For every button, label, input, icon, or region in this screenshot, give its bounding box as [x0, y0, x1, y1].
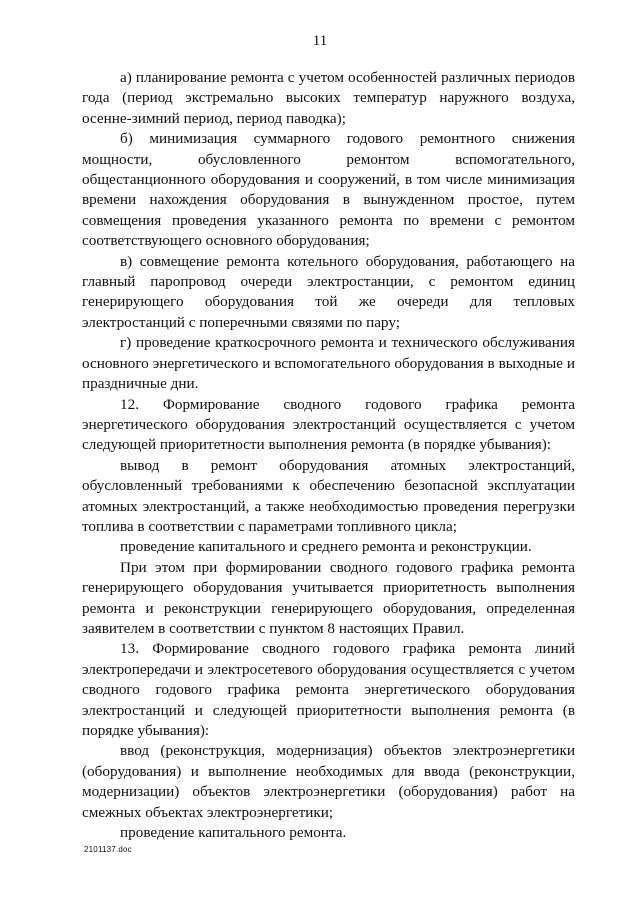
paragraph-section-13: 13. Формирование сводного годового графика ремонта линий электропередачи и электросетевого оборудования осуществляется с учетом сводного годового графика ремонта энергетического оборудования электростанций и следующей приоритетности выполнения ремонта (в порядке убывания):: [82, 640, 575, 739]
paragraph-commissioning: ввод (реконструкция, модернизация) объектов электроэнергетики (оборудования) и выполнение необходимых для ввода (реконструкции, модернизации) объектов электроэнергетики (оборудования) работ на смежных объектах электроэнергетики;: [82, 742, 575, 821]
paragraph-section-12: 12. Формирование сводного годового графика ремонта энергетического оборудования электростанций осуществляется с учетом следующей приоритетности выполнения ремонта (в порядке убывания):: [82, 395, 575, 454]
paragraph-item-a: а) планирование ремонта с учетом особенностей различных периодов года (период экстремально высоких температур наружного воздуха, осенне-зимний период, период паводка);: [82, 69, 575, 127]
paragraph-item-b: б) минимизация суммарного годового ремонтного снижения мощности, обусловленного ремонтом вспомогательного, общестанционного оборудования и сооружений, в том числе минимизация времени нахождения оборудования в вынужденном простое, путем совмещения проведения указанного ремонта по времени с ремонтом соответствующего основного оборудования;: [82, 130, 575, 250]
paragraph-capital-repair-final: проведение капитального ремонта.: [120, 824, 347, 842]
paragraph-nuclear-repair: вывод в ремонт оборудования атомных электростанций, обусловленный требованиями к обеспечению безопасной эксплуатации атомных электростанций, а также необходимостью проведения перегрузки топлива в соответствии с параметрами топливного цикла;: [82, 456, 575, 535]
paragraph-item-g: г) проведение краткосрочного ремонта и технического обслуживания основного энергетического и вспомогательного оборудования в выходные и праздничные дни.: [82, 334, 575, 393]
paragraph-priority-note: При этом при формировании сводного годового графика ремонта генерирующего оборудования учитывается приоритетность выполнения ремонта и реконструкции генерирующего оборудования, определенная заявителем в соответствии с пунктом 8 настоящих Правил.: [82, 558, 575, 637]
document-body: [82, 68, 575, 843]
page-number: 11: [312, 33, 328, 49]
paragraph-item-v: в) совмещение ремонта котельного оборудования, работающего на главный паропровод очереди электростанции, с ремонтом единиц генерирующего оборудования той же очереди для тепловых электростанций с поперечными связями по пару;: [82, 252, 575, 331]
paragraph-capital-repair: проведение капитального и среднего ремонта и реконструкции.: [120, 538, 532, 556]
footer-filename: 2101137.doc: [84, 845, 132, 854]
